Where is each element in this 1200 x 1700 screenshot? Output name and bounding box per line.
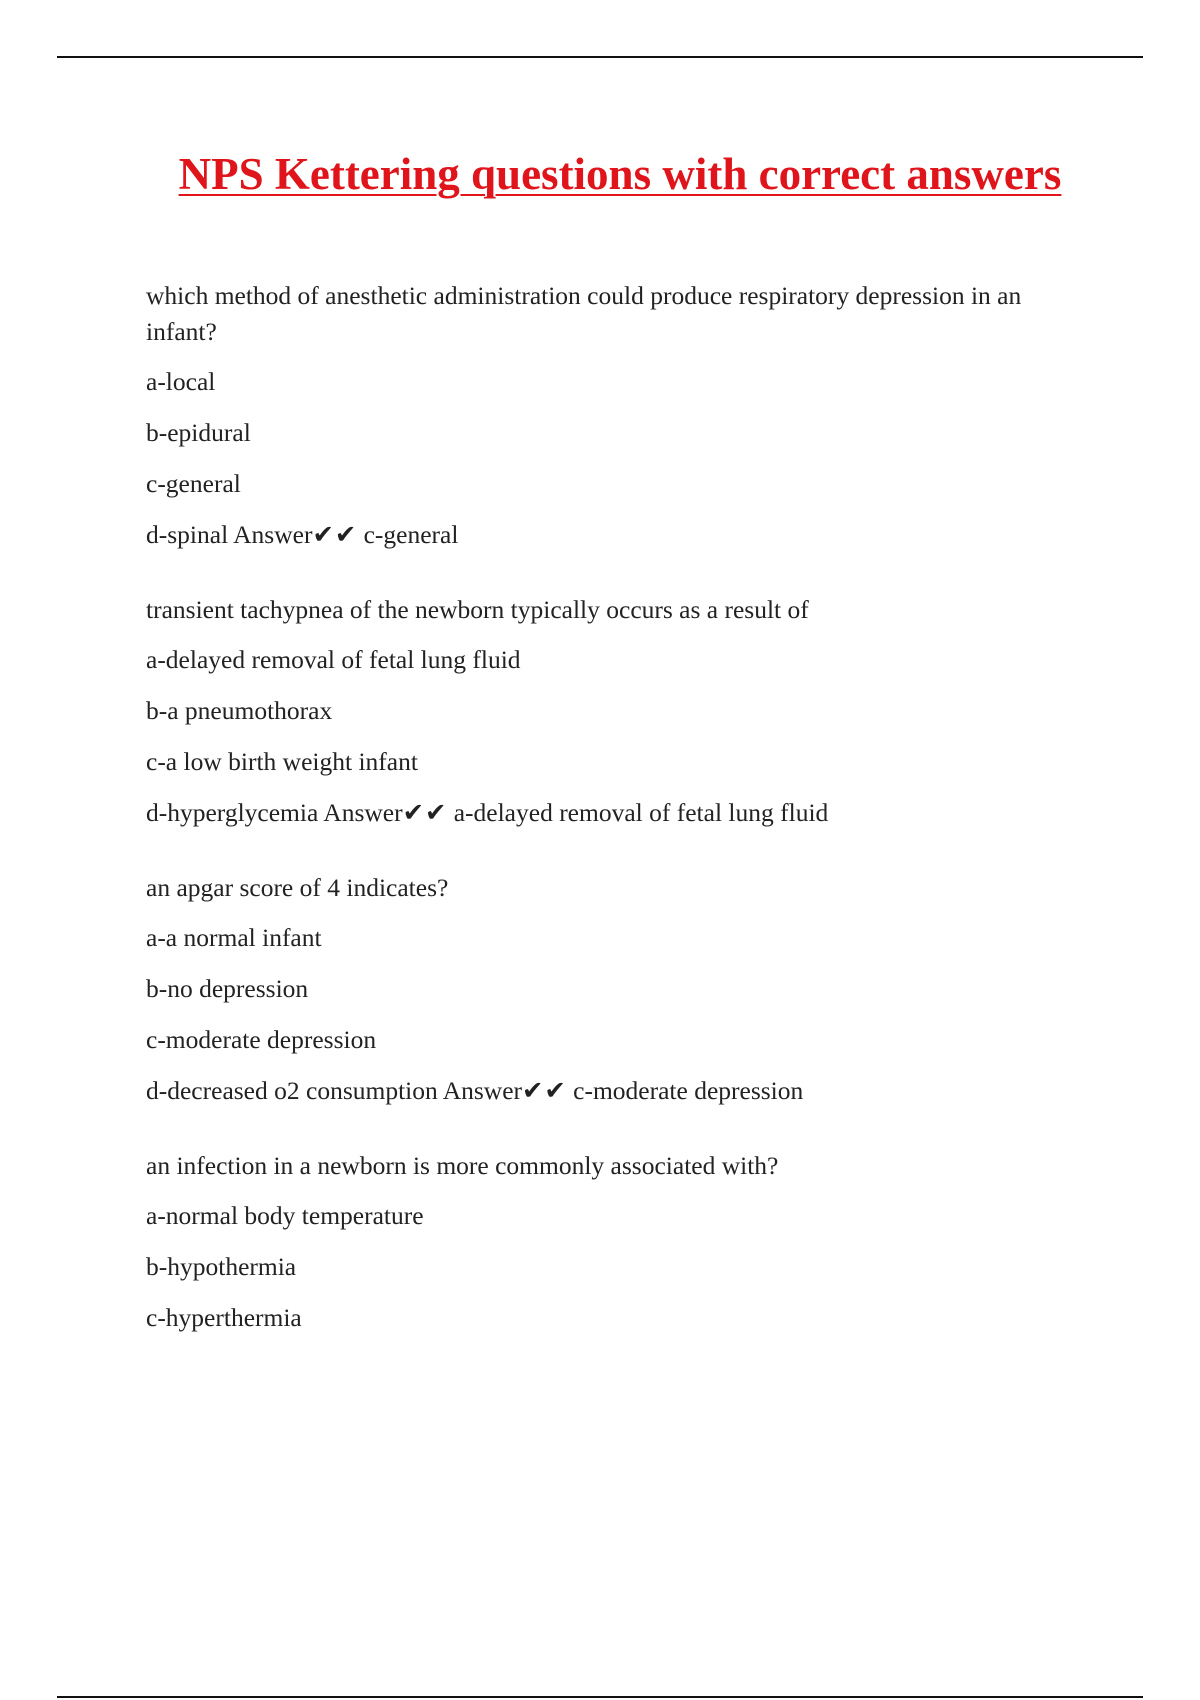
option-d-with-answer xyxy=(146,1072,1086,1110)
question-block xyxy=(146,1148,1086,1337)
question-block xyxy=(146,592,1086,832)
option-a: a-a normal infant xyxy=(146,923,322,952)
question-list xyxy=(146,278,1086,1375)
bottom-rule xyxy=(57,1696,1143,1698)
option-b: b-hypothermia xyxy=(146,1252,297,1281)
double-checkmark-icon: ✔✔ xyxy=(312,520,358,549)
answer-label: Answer xyxy=(323,798,403,827)
question-block xyxy=(146,870,1086,1110)
correct-answer: c-moderate depression xyxy=(573,1076,804,1105)
option-d: d-hyperglycemia xyxy=(146,798,319,827)
option-b: b-a pneumothorax xyxy=(146,696,333,725)
correct-answer: a-delayed removal of fetal lung fluid xyxy=(453,798,829,827)
double-checkmark-icon: ✔✔ xyxy=(402,798,448,827)
question-text: an apgar score of 4 indicates? xyxy=(146,873,449,902)
answer-label: Answer xyxy=(442,1076,523,1105)
option-d-with-answer xyxy=(146,794,1086,832)
question-block xyxy=(146,278,1086,554)
answer-label: Answer xyxy=(233,520,313,549)
option-c: c-a low birth weight infant xyxy=(146,747,418,776)
option-d: d-decreased o2 consumption xyxy=(146,1076,438,1105)
option-d-with-answer xyxy=(146,516,1086,554)
document-title: NPS Kettering questions with correct answers xyxy=(178,149,1062,199)
question-text: which method of anesthetic administration could produce respiratory depression in an infant? xyxy=(146,281,1022,346)
option-a: a-delayed removal of fetal lung fluid xyxy=(146,645,521,674)
correct-answer: c-general xyxy=(363,520,459,549)
double-checkmark-icon: ✔✔ xyxy=(522,1076,567,1105)
option-c: c-general xyxy=(146,469,241,498)
option-a: a-normal body temperature xyxy=(146,1201,424,1230)
option-c: c-hyperthermia xyxy=(146,1303,302,1332)
option-a: a-local xyxy=(146,367,216,396)
option-c: c-moderate depression xyxy=(146,1025,377,1054)
option-b: b-epidural xyxy=(146,418,251,447)
question-text: transient tachypnea of the newborn typically occurs as a result of xyxy=(146,595,809,624)
top-rule xyxy=(57,56,1143,58)
option-b: b-no depression xyxy=(146,974,309,1003)
option-d: d-spinal xyxy=(146,520,229,549)
question-text: an infection in a newborn is more commonly associated with? xyxy=(146,1151,779,1180)
